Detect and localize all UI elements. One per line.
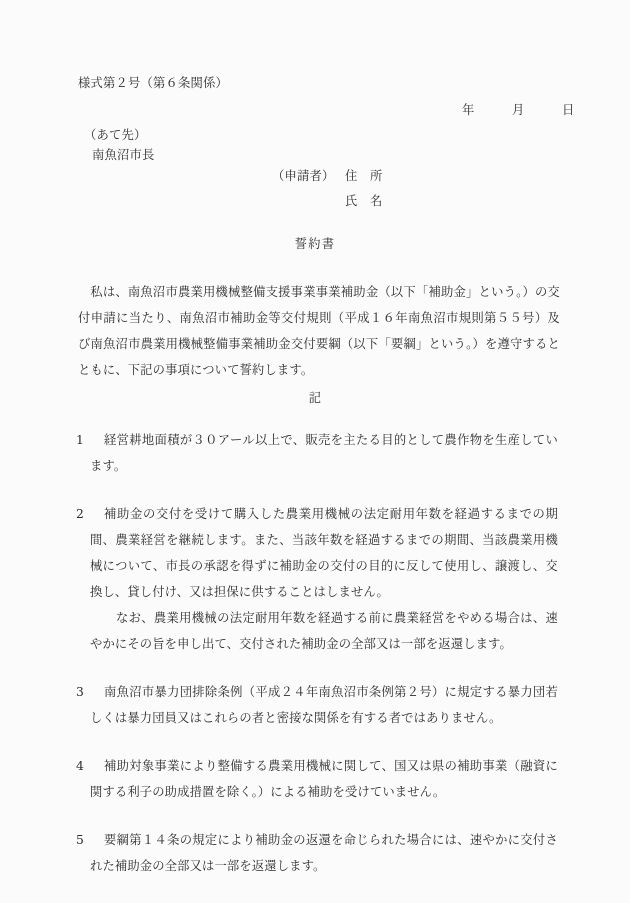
clause-item [0,679,630,731]
clause-text: 補助対象事業により整備する農業用機械に関して、国又は県の補助事業（融資に関する利子の助成措置を除く。）による補助を受けていません。 [90,759,558,799]
applicant-label: （申請者） [272,169,335,183]
addressee-label: （あて先） [84,128,147,142]
clause-text: 南魚沼市暴力団排除条例（平成２４年南魚沼市条例第２号）に規定する暴力団若しくは暴力団員又はこれらの者と密接な関係を有する者ではありません。 [90,685,558,725]
clause-item [0,427,630,479]
clause-number: 5 [76,833,84,847]
document-title: 誓約書 [294,237,336,251]
clause-number: 4 [76,759,84,773]
date-line: 年 月 日 [462,103,575,117]
clause-number: 2 [76,507,84,521]
clause-number: 3 [76,685,84,699]
clause-item [0,753,630,805]
clause-text: 要綱第１４条の規定により補助金の返還を命じられた場合には、速やかに交付された補助金の全部又は一部を返還します。 [90,833,558,873]
clause-subtext: なお、農業用機械の法定耐用年数を経過する前に農業経営をやめる場合は、速やかにその旨を申し出て、交付された補助金の全部又は一部を返還します。 [90,611,558,651]
applicant-name-label: 氏 名 [345,194,383,208]
intro-paragraph: 私は、南魚沼市農業用機械整備支援事業事業補助金（以下「補助金」という。）の交付申請に当たり、南魚沼市補助金等交付規則（平成１６年南魚沼市規則第５５号）及び南魚沼市農業用機械整備事業補助金交付要綱（以下「要綱」という。）を遵守するとともに、下記の事項について誓約します。 [78,285,560,377]
applicant-address-label: 住 所 [345,169,383,183]
clause-number: 1 [76,433,84,447]
ki-mark: 記 [308,391,322,405]
clause-text: 経営耕地面積が３０アール以上で、販売を主たる目的として農作物を生産しています。 [90,433,558,473]
form-number: 様式第２号（第６条関係） [78,76,228,90]
clause-text: 補助金の交付を受けて購入した農業用機械の法定耐用年数を経過するまでの期間、農業経営を継続します。また、当該年数を経過するまでの期間、当該農業用機械について、市長の承認を得ずに補助金の交付の目的に反して使用し、譲渡し、交換し、貸し付け、又は担保に供することはしません。 [90,507,558,599]
clause-item [0,827,630,879]
clause-item [0,501,630,657]
clause-list [0,427,630,901]
addressee-name: 南魚沼市長 [92,148,155,162]
